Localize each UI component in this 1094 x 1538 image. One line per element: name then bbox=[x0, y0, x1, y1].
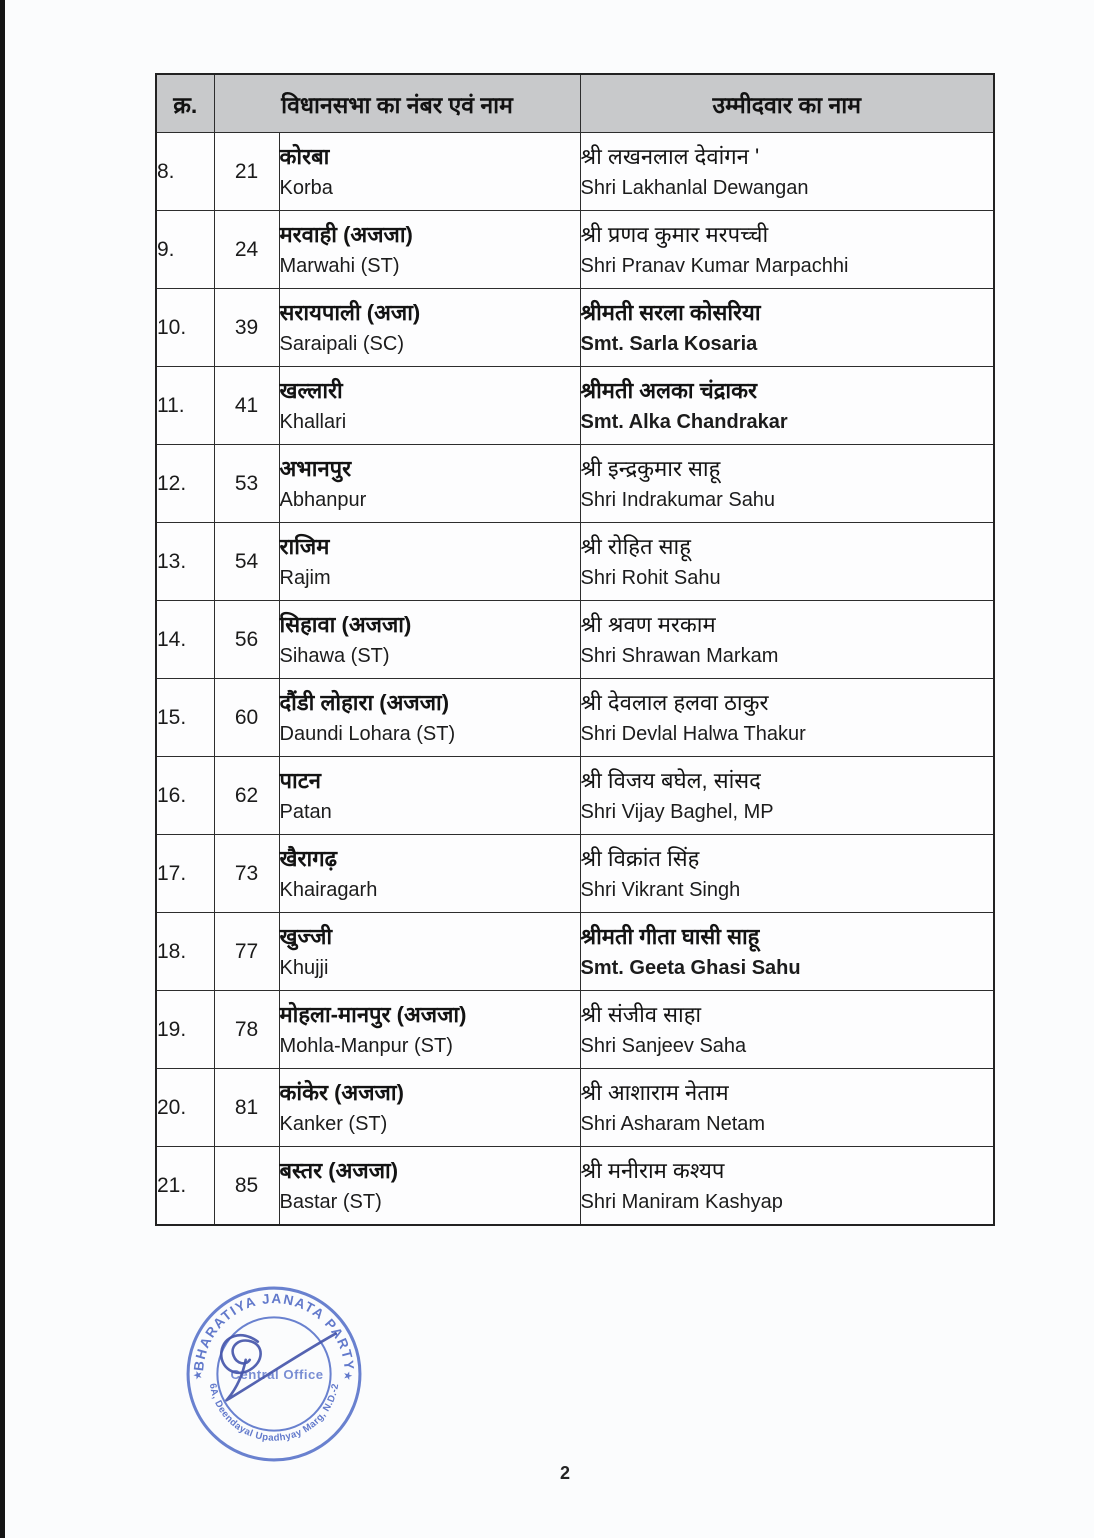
constituency-name-cell bbox=[279, 289, 580, 367]
constituency-number-cell: 39 bbox=[214, 289, 279, 367]
page-number: 2 bbox=[559, 1463, 570, 1483]
candidate-name-cell bbox=[580, 211, 994, 289]
constituency-name-cell bbox=[279, 367, 580, 445]
constituency-name-cell bbox=[279, 523, 580, 601]
candidate-name-english: Smt. Sarla Kosaria bbox=[580, 333, 758, 355]
constituency-name-english: Marwahi (ST) bbox=[279, 255, 400, 277]
candidate-name-english: Shri Shrawan Markam bbox=[580, 645, 779, 667]
serial-cell: 8. bbox=[156, 133, 214, 211]
candidate-name-english: Shri Lakhanlal Dewangan bbox=[580, 177, 809, 199]
stamp-top-text: BHARATIYA JANATA PARTY bbox=[191, 1291, 357, 1372]
candidate-name-english: Smt. Geeta Ghasi Sahu bbox=[580, 957, 801, 979]
constituency-name-cell bbox=[279, 913, 580, 991]
table-row bbox=[156, 835, 994, 913]
candidate-name-cell bbox=[580, 289, 994, 367]
header-constituency: विधानसभा का नंबर एवं नाम bbox=[214, 74, 580, 133]
candidate-name-cell bbox=[580, 133, 994, 211]
candidate-name-cell bbox=[580, 991, 994, 1069]
candidate-name-hindi: श्रीमती गीता घासी साहू bbox=[580, 924, 760, 949]
candidate-name-cell bbox=[580, 757, 994, 835]
constituency-name-english: Khallari bbox=[279, 411, 347, 433]
table-row bbox=[156, 523, 994, 601]
constituency-number-cell: 77 bbox=[214, 913, 279, 991]
constituency-name-english: Patan bbox=[279, 801, 332, 823]
candidate-name-cell bbox=[580, 523, 994, 601]
candidate-name-cell bbox=[580, 1069, 994, 1147]
candidate-name-cell bbox=[580, 367, 994, 445]
candidate-name-cell bbox=[580, 1147, 994, 1226]
constituency-number-cell: 54 bbox=[214, 523, 279, 601]
constituency-name-english: Saraipali (SC) bbox=[279, 333, 404, 355]
candidate-name-english: Shri Vikrant Singh bbox=[580, 879, 741, 901]
stamp-bottom-text: 6A, Deendayal Upadhyay Marg, N.D.-2 bbox=[206, 1382, 342, 1444]
constituency-number-cell: 41 bbox=[214, 367, 279, 445]
candidate-name-cell bbox=[580, 445, 994, 523]
svg-text:6A, Deendayal Upadhyay Marg, N bbox=[207, 1383, 342, 1444]
candidate-name-hindi: श्री देवलाल हलवा ठाकुर bbox=[580, 690, 769, 715]
table-row bbox=[156, 289, 994, 367]
constituency-number-cell: 78 bbox=[214, 991, 279, 1069]
table-row bbox=[156, 1147, 994, 1226]
candidate-name-english: Shri Sanjeev Saha bbox=[580, 1035, 747, 1057]
stamp-star-icon: ★ bbox=[191, 1368, 205, 1384]
constituency-name-hindi: सिहावा (अजजा) bbox=[279, 612, 412, 637]
candidate-name-cell bbox=[580, 913, 994, 991]
table-row bbox=[156, 211, 994, 289]
constituency-name-cell bbox=[279, 133, 580, 211]
candidate-name-hindi: श्रीमती सरला कोसरिया bbox=[580, 300, 761, 325]
candidate-name-english: Shri Rohit Sahu bbox=[580, 567, 721, 589]
candidate-name-hindi: श्री मनीराम कश्यप bbox=[580, 1158, 725, 1183]
candidate-name-english: Shri Indrakumar Sahu bbox=[580, 489, 776, 511]
serial-cell: 12. bbox=[156, 445, 214, 523]
constituency-name-hindi: मरवाही (अजजा) bbox=[279, 222, 413, 247]
scan-edge-artifact bbox=[0, 0, 5, 1538]
constituency-name-cell bbox=[279, 445, 580, 523]
candidate-name-english: Shri Devlal Halwa Thakur bbox=[580, 723, 806, 745]
constituency-name-english: Bastar (ST) bbox=[279, 1191, 382, 1213]
constituency-name-cell bbox=[279, 679, 580, 757]
table-row bbox=[156, 991, 994, 1069]
serial-cell: 17. bbox=[156, 835, 214, 913]
candidate-name-hindi: श्री लखनलाल देवांगन ' bbox=[580, 144, 760, 169]
constituency-name-english: Mohla-Manpur (ST) bbox=[279, 1035, 453, 1057]
candidate-name-cell bbox=[580, 601, 994, 679]
table-row bbox=[156, 445, 994, 523]
constituency-name-english: Khujji bbox=[279, 957, 329, 979]
candidate-table bbox=[155, 73, 995, 1226]
serial-cell: 9. bbox=[156, 211, 214, 289]
serial-cell: 20. bbox=[156, 1069, 214, 1147]
constituency-name-hindi: राजिम bbox=[279, 534, 330, 559]
header-serial: क्र. bbox=[156, 74, 214, 133]
candidate-name-english: Smt. Alka Chandrakar bbox=[580, 411, 788, 433]
candidate-name-cell bbox=[580, 835, 994, 913]
constituency-name-hindi: पाटन bbox=[279, 768, 321, 793]
serial-cell: 14. bbox=[156, 601, 214, 679]
serial-cell: 16. bbox=[156, 757, 214, 835]
candidate-name-hindi: श्री संजीव साहा bbox=[580, 1002, 702, 1027]
constituency-name-hindi: खल्लारी bbox=[279, 378, 343, 403]
serial-cell: 18. bbox=[156, 913, 214, 991]
candidate-name-english: Shri Vijay Baghel, MP bbox=[580, 801, 774, 823]
candidate-name-hindi: श्री रोहित साहू bbox=[580, 534, 691, 559]
candidate-name-hindi: श्री इन्द्रकुमार साहू bbox=[580, 456, 721, 481]
serial-cell: 11. bbox=[156, 367, 214, 445]
candidate-name-hindi: श्री आशाराम नेताम bbox=[580, 1080, 729, 1105]
candidate-name-english: Shri Pranav Kumar Marpachhi bbox=[580, 255, 849, 277]
constituency-name-hindi: कांकेर (अजजा) bbox=[279, 1080, 404, 1105]
candidate-name-hindi: श्रीमती अलका चंद्राकर bbox=[580, 378, 757, 403]
constituency-name-cell bbox=[279, 991, 580, 1069]
serial-cell: 13. bbox=[156, 523, 214, 601]
constituency-name-cell bbox=[279, 601, 580, 679]
table-row bbox=[156, 601, 994, 679]
constituency-number-cell: 85 bbox=[214, 1147, 279, 1226]
constituency-name-english: Khairagarh bbox=[279, 879, 378, 901]
party-stamp bbox=[183, 1283, 365, 1465]
constituency-number-cell: 53 bbox=[214, 445, 279, 523]
header-row bbox=[156, 74, 994, 133]
candidate-name-hindi: श्री विक्रांत सिंह bbox=[580, 846, 700, 871]
table-row bbox=[156, 133, 994, 211]
constituency-name-english: Sihawa (ST) bbox=[279, 645, 390, 667]
constituency-number-cell: 60 bbox=[214, 679, 279, 757]
header-candidate: उम्मीदवार का नाम bbox=[580, 74, 994, 133]
candidate-name-hindi: श्री प्रणव कुमार मरपच्ची bbox=[580, 222, 769, 247]
constituency-name-cell bbox=[279, 1147, 580, 1226]
constituency-name-hindi: खैरागढ़ bbox=[279, 846, 337, 871]
constituency-number-cell: 24 bbox=[214, 211, 279, 289]
constituency-number-cell: 21 bbox=[214, 133, 279, 211]
constituency-name-hindi: दौंडी लोहारा (अजजा) bbox=[279, 690, 450, 715]
constituency-name-hindi: कोरबा bbox=[279, 144, 330, 169]
constituency-name-cell bbox=[279, 757, 580, 835]
serial-cell: 19. bbox=[156, 991, 214, 1069]
candidate-name-hindi: श्री विजय बघेल, सांसद bbox=[580, 768, 761, 793]
constituency-name-english: Daundi Lohara (ST) bbox=[279, 723, 456, 745]
constituency-name-hindi: अभानपुर bbox=[279, 456, 352, 481]
candidate-name-cell bbox=[580, 679, 994, 757]
constituency-number-cell: 81 bbox=[214, 1069, 279, 1147]
constituency-name-english: Abhanpur bbox=[279, 489, 367, 511]
table-row bbox=[156, 367, 994, 445]
candidate-name-english: Shri Maniram Kashyap bbox=[580, 1191, 783, 1213]
constituency-name-cell bbox=[279, 835, 580, 913]
serial-cell: 15. bbox=[156, 679, 214, 757]
constituency-name-english: Kanker (ST) bbox=[279, 1113, 388, 1135]
constituency-number-cell: 62 bbox=[214, 757, 279, 835]
constituency-name-hindi: सरायपाली (अजा) bbox=[279, 300, 421, 325]
table-row bbox=[156, 913, 994, 991]
table-row bbox=[156, 679, 994, 757]
constituency-name-hindi: मोहला-मानपुर (अजजा) bbox=[279, 1002, 467, 1027]
candidate-name-hindi: श्री श्रवण मरकाम bbox=[580, 612, 716, 637]
constituency-name-hindi: बस्तर (अजजा) bbox=[279, 1158, 399, 1183]
stamp-center-text: Central Office bbox=[230, 1367, 324, 1383]
table-header bbox=[156, 74, 994, 133]
constituency-number-cell: 56 bbox=[214, 601, 279, 679]
table-row bbox=[156, 1069, 994, 1147]
serial-cell: 21. bbox=[156, 1147, 214, 1226]
constituency-name-cell bbox=[279, 211, 580, 289]
constituency-number-cell: 73 bbox=[214, 835, 279, 913]
candidate-table-body bbox=[156, 133, 994, 1226]
candidate-name-english: Shri Asharam Netam bbox=[580, 1113, 766, 1135]
stamp-star-icon: ★ bbox=[341, 1369, 355, 1384]
svg-text:BHARATIYA JANATA PARTY bbox=[191, 1291, 357, 1372]
table-row bbox=[156, 757, 994, 835]
constituency-name-hindi: खुज्जी bbox=[279, 924, 333, 949]
constituency-name-cell bbox=[279, 1069, 580, 1147]
constituency-name-english: Rajim bbox=[279, 567, 331, 589]
constituency-name-english: Korba bbox=[279, 177, 333, 199]
serial-cell: 10. bbox=[156, 289, 214, 367]
